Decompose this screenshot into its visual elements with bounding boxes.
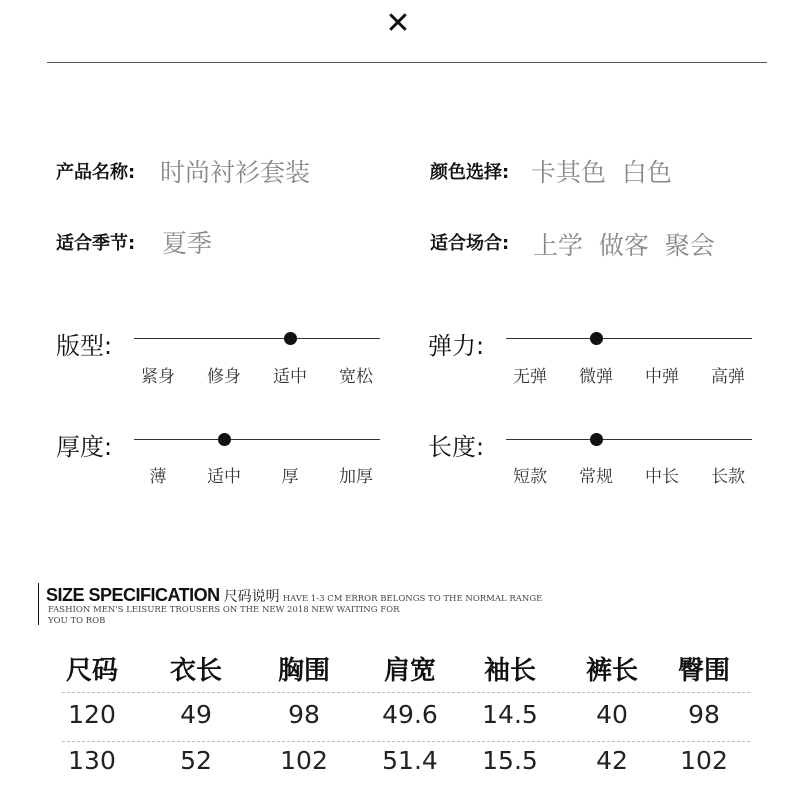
thickness-track: [134, 439, 380, 440]
elasticity-option: 无弹: [513, 367, 547, 387]
spec-note: HAVE 1-3 CM ERROR BELONGS TO THE NORMAL RANGE: [282, 594, 543, 604]
spec-title-line: [46, 585, 542, 606]
occasion-label: 适合场合:: [430, 233, 510, 254]
elasticity-option: 高弹: [711, 367, 745, 387]
thickness-option: 加厚: [339, 467, 373, 487]
table-cell: 14.5: [482, 700, 538, 729]
length-title: 长度:: [428, 433, 485, 461]
fit-title: 版型:: [56, 332, 113, 360]
length-option: 短款: [513, 467, 547, 487]
thickness-option: 适中: [207, 467, 241, 487]
table-header-cell: 衣长: [169, 656, 222, 686]
row-divider: [62, 741, 750, 742]
season-label: 适合季节:: [56, 233, 136, 254]
occasion-value: 上学 做客 聚会: [533, 231, 715, 260]
spec-subtitle-line2: YOU TO ROB: [48, 616, 106, 626]
table-cell: 42: [596, 746, 628, 775]
table-header-cell: 胸围: [277, 656, 330, 686]
table-cell: 51.4: [382, 746, 438, 775]
elasticity-option: 微弹: [579, 367, 613, 387]
length-track: [506, 439, 752, 440]
elasticity-track: [506, 338, 752, 339]
thickness-title: 厚度:: [56, 433, 113, 461]
elasticity-indicator: [590, 332, 603, 345]
table-cell: 98: [288, 700, 320, 729]
table-cell: 120: [68, 700, 116, 729]
season-value: 夏季: [162, 229, 213, 258]
thickness-option: 薄: [149, 467, 167, 487]
fit-track: [134, 338, 380, 339]
close-icon[interactable]: ✕: [385, 6, 411, 41]
fit-option: 修身: [207, 367, 241, 387]
length-option: 长款: [711, 467, 745, 487]
table-cell: 40: [596, 700, 628, 729]
fit-option: 适中: [273, 367, 307, 387]
table-header-cell: 肩宽: [383, 656, 436, 686]
thickness-option: 厚: [281, 467, 299, 487]
color-value: 卡其色 白色: [531, 158, 672, 187]
table-cell: 102: [280, 746, 328, 775]
table-header-cell: 袖长: [483, 656, 536, 686]
product-name-label: 产品名称:: [56, 162, 136, 183]
table-cell: 52: [180, 746, 212, 775]
row-divider: [62, 692, 750, 693]
table-header-cell: 臀围: [677, 656, 730, 686]
spec-title-cn: 尺码说明: [223, 589, 280, 605]
top-divider: [47, 62, 767, 63]
fit-option: 紧身: [141, 367, 175, 387]
spec-accent-bar: [38, 583, 39, 625]
table-cell: 102: [680, 746, 728, 775]
table-cell: 49.6: [382, 700, 438, 729]
table-header-cell: 裤长: [585, 656, 638, 686]
elasticity-option: 中弹: [645, 367, 679, 387]
thickness-indicator: [218, 433, 231, 446]
product-name-value: 时尚衬衫套装: [160, 158, 311, 187]
table-cell: 98: [688, 700, 720, 729]
elasticity-title: 弹力:: [428, 332, 485, 360]
table-cell: 130: [68, 746, 116, 775]
length-indicator: [590, 433, 603, 446]
spec-title: SIZE SPECIFICATION: [46, 585, 220, 605]
fit-option: 宽松: [339, 367, 373, 387]
table-cell: 49: [180, 700, 212, 729]
color-label: 颜色选择:: [430, 162, 510, 183]
length-option: 中长: [645, 467, 679, 487]
table-cell: 15.5: [482, 746, 538, 775]
length-option: 常规: [579, 467, 613, 487]
spec-subtitle-line1: FASHION MEN'S LEISURE TROUSERS ON THE NEW 2018 NEW WAITING FOR: [48, 605, 400, 615]
table-header-cell: 尺码: [65, 656, 118, 686]
fit-indicator: [284, 332, 297, 345]
